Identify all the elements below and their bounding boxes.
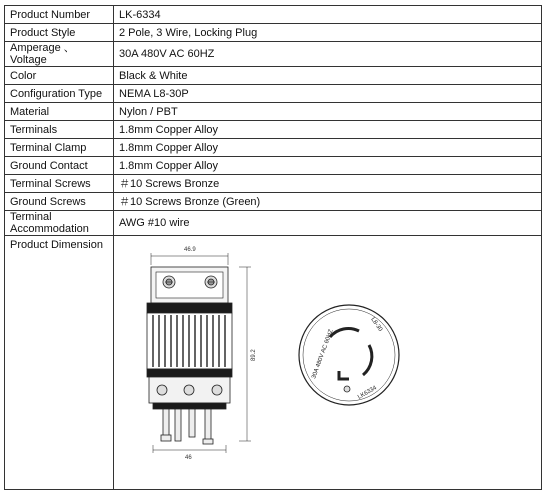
spec-value: 2 Pole, 3 Wire, Locking Plug [114,24,542,42]
spec-label: Ground Contact [5,157,114,175]
spec-value: ＃10 Screws Bronze (Green) [114,193,542,211]
spec-value: NEMA L8-30P [114,85,542,103]
dim-top-width: 46.9 [184,247,196,253]
spec-label: Terminal Screws [5,175,114,193]
plug-side-view [147,253,251,453]
spec-row-color [5,67,542,85]
spec-value: 1.8mm Copper Alloy [114,121,542,139]
spec-label: Ground Screws [5,193,114,211]
spec-label: Amperage 、Voltage [5,42,114,67]
spec-value: 30A 480V AC 60HZ [114,42,542,67]
spec-value: AWG #10 wire [114,211,542,236]
spec-row-ground-contact [5,157,542,175]
spec-value: LK-6334 [114,6,542,24]
spec-label: Product Dimension [5,236,114,490]
spec-row-product-number [5,6,542,24]
dim-bottom-width: 46 [185,455,192,461]
spec-label: Terminal Accommodation [5,211,114,236]
spec-row-product-style [5,24,542,42]
spec-label: Product Style [5,24,114,42]
face-rating-text: 30A 480V AC 60HZ [311,328,335,380]
spec-value: 1.8mm Copper Alloy [114,157,542,175]
dim-height: 89.2 [251,349,257,361]
spec-row-material [5,103,542,121]
spec-row-product-dimension [5,236,542,490]
plug-drawing [119,239,542,483]
spec-row-terminal-clamp [5,139,542,157]
spec-value: Nylon / PBT [114,103,542,121]
spec-label: Terminal Clamp [5,139,114,157]
spec-label: Color [5,67,114,85]
spec-value: Black & White [114,67,542,85]
spec-row-terminals [5,121,542,139]
spec-row-amperage-voltage [5,42,542,67]
face-model-text: LK6334 [357,385,378,401]
dimension-drawing-cell [114,236,542,490]
spec-row-configuration-type [5,85,542,103]
dimension-drawing [119,239,542,483]
face-config-text: L8-30 [369,316,384,333]
spec-value: ＃10 Screws Bronze [114,175,542,193]
spec-value: 1.8mm Copper Alloy [114,139,542,157]
spec-label: Configuration Type [5,85,114,103]
spec-row-ground-screws [5,193,542,211]
spec-label: Material [5,103,114,121]
spec-label: Product Number [5,6,114,24]
spec-label: Terminals [5,121,114,139]
spec-table [4,5,542,490]
spec-row-terminal-accommodation [5,211,542,236]
plug-face-view [299,305,399,405]
spec-row-terminal-screws [5,175,542,193]
